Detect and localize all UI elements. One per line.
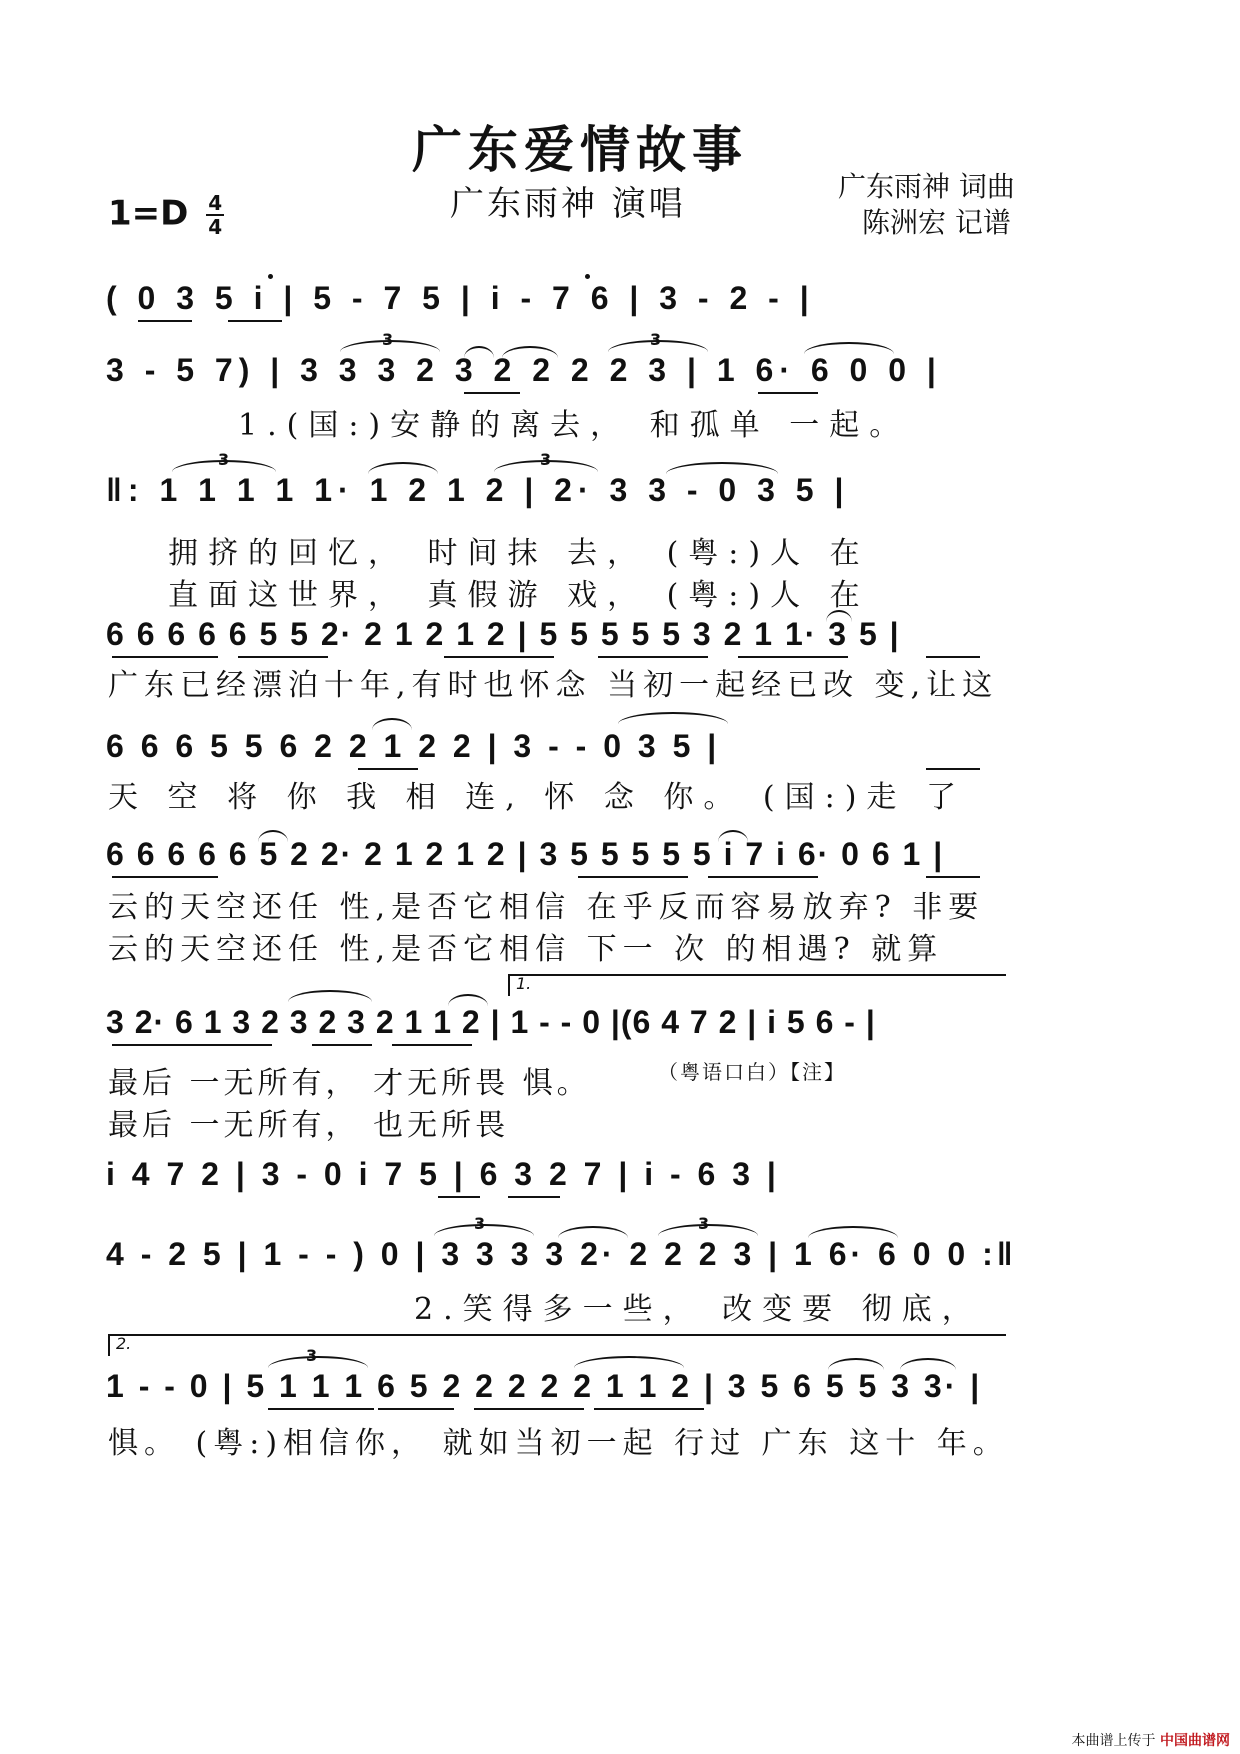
- lyric-line: 最后 一无所有， 才无所畏 惧。: [108, 1066, 591, 1101]
- volta-label: 2.: [116, 1334, 132, 1353]
- lyric-line: 最后 一无所有， 也无所畏: [108, 1108, 510, 1143]
- octave-dot: [585, 274, 590, 279]
- beam: [392, 1044, 472, 1046]
- slur: [618, 712, 728, 724]
- beam: [926, 876, 980, 878]
- lyric-line: 拥挤的回忆， 时间抹 去， (粤:)人 在: [168, 536, 870, 571]
- slur: [574, 1356, 684, 1368]
- lyric-line: 2.笑得多一些， 改变要 彻底，: [414, 1292, 982, 1327]
- staff-7: [106, 1004, 1128, 1143]
- beam: [312, 1044, 372, 1046]
- staff-10: [106, 1346, 1128, 1461]
- beam: [508, 1196, 560, 1198]
- triplet-mark: 3: [540, 450, 552, 469]
- staff-notes: 6 6 6 6 6 5 5 2· 2 1 2 1 2 | 5 5 5 5 5 3 2 1 1· 3 5 |: [106, 616, 901, 652]
- beam: [578, 876, 688, 878]
- staff-notes: 4 - 2 5 | 1 - - ) 0 | 3 3 3 3 2· 2 2 2 3 | 1 6· 6 0 0 :‖: [106, 1236, 1017, 1272]
- lyric-line: 广东已经漂泊十年,有时也怀念 当初一起经已改 变,让这: [108, 668, 999, 703]
- key-label: 1=D: [108, 193, 189, 234]
- slur: [494, 460, 598, 472]
- beam: [708, 876, 818, 878]
- staff-8: [106, 1156, 1128, 1226]
- staff-5: [106, 728, 1128, 815]
- lyric-line: 云的天空还任 性,是否它相信 下一 次 的相遇? 就算: [108, 932, 944, 967]
- beam: [594, 1408, 704, 1410]
- triplet-mark: 3: [698, 1214, 710, 1233]
- triplet-mark: 3: [650, 330, 662, 349]
- slur: [172, 460, 276, 472]
- beam: [444, 656, 554, 658]
- beam: [474, 1408, 584, 1410]
- beam: [738, 656, 848, 658]
- beam: [598, 656, 708, 658]
- time-numerator: 4: [208, 191, 223, 215]
- beam: [926, 656, 980, 658]
- triplet-mark: 3: [474, 1214, 486, 1233]
- triplet-mark: 3: [306, 1346, 318, 1365]
- staff-3: [106, 450, 1128, 613]
- beam: [926, 768, 980, 770]
- beam: [464, 392, 520, 394]
- transcriber-credit: 陈洲宏 记谱: [862, 206, 1011, 239]
- volta-first-ending: [508, 974, 1006, 996]
- staff-9: [106, 1214, 1128, 1327]
- beam: [138, 320, 192, 322]
- spoken-note: （粤语口白）【注】: [658, 1060, 846, 1084]
- staff-6: [106, 836, 1128, 967]
- staff-notes: 1 - - 0 | 5 1 1 1 6 5 2 2 2 2 2 1 1 2 | 3 5 6 5 5 3 3· |: [106, 1368, 983, 1404]
- site-brand-logo[interactable]: 中国曲谱网: [1160, 1733, 1230, 1749]
- staff-notes: ‖: 1 1 1 1 1· 1 2 1 2 | 2· 3 3 - 0 3 5 |: [106, 472, 850, 508]
- staff-notes: 6 6 6 6 6 5 2 2· 2 1 2 1 2 | 3 5 5 5 5 5 i 7 i 6· 0 6 1 |: [106, 836, 945, 872]
- staff-notes: i 4 7 2 | 3 - 0 i 7 5 | 6 3 2 7 | i - 6 3 |: [106, 1156, 780, 1192]
- staff-notes: ( 0 3 5 i | 5 - 7 5 | i - 7 6 | 3 - 2 - |: [106, 280, 815, 316]
- beam: [238, 656, 328, 658]
- staff-notes: 3 - 5 7) | 3 3 3 2 3 2 2 2 2 3 | 1 6· 6 0 0 |: [106, 352, 942, 388]
- lyric-line: 1.(国:)安静的离去， 和孤单 一起。: [238, 408, 910, 443]
- slur: [268, 1356, 368, 1368]
- upload-text: 本曲谱上传于: [1071, 1733, 1156, 1749]
- time-denominator: 4: [208, 215, 223, 239]
- volta-label: 1.: [516, 974, 532, 993]
- beam: [112, 876, 218, 878]
- lyric-line: 天 空 将 你 我 相 连, 怀 念 你。 (国:)走 了: [108, 780, 966, 815]
- lyric-line: 直面这世界， 真假游 戏， (粤:)人 在: [168, 578, 870, 613]
- triplet-mark: 3: [382, 330, 394, 349]
- beam: [358, 768, 418, 770]
- staff-4: [106, 616, 1128, 703]
- staff-notes: 3 2· 6 1 3 2 3 2 3 2 1 1 2 | 1 - - 0 |(6 4 7 2 | i 5 6 - |: [106, 1004, 876, 1040]
- lyric-line: 云的天空还任 性,是否它相信 在乎反而容易放弃? 非要: [108, 890, 985, 925]
- key-signature: [108, 192, 224, 238]
- beam: [758, 392, 818, 394]
- staff-notes: 6 6 6 5 5 6 2 2 1 2 2 | 3 - - 0 3 5 |: [106, 728, 721, 764]
- beam: [268, 1408, 374, 1410]
- time-signature: [206, 192, 224, 238]
- lyric-line: 惧。 (粤:)相信你， 就如当初一起 行过 广东 这十 年。: [108, 1426, 1009, 1461]
- beam: [112, 656, 218, 658]
- performer-credit: 广东雨神 演唱: [450, 184, 686, 224]
- staff-2: [106, 330, 1128, 443]
- beam: [378, 1408, 454, 1410]
- octave-dot: [268, 274, 273, 279]
- volta-second-ending: [108, 1334, 1006, 1356]
- lyrics-music-credit: 广东雨神 词曲: [838, 170, 1015, 203]
- song-title: 广东爱情故事: [412, 120, 748, 179]
- staff-1: [106, 280, 1128, 350]
- site-footer: [1072, 1730, 1230, 1750]
- triplet-mark: 3: [218, 450, 230, 469]
- beam: [112, 1044, 272, 1046]
- beam: [438, 1196, 480, 1198]
- slur: [288, 990, 372, 1002]
- beam: [228, 320, 282, 322]
